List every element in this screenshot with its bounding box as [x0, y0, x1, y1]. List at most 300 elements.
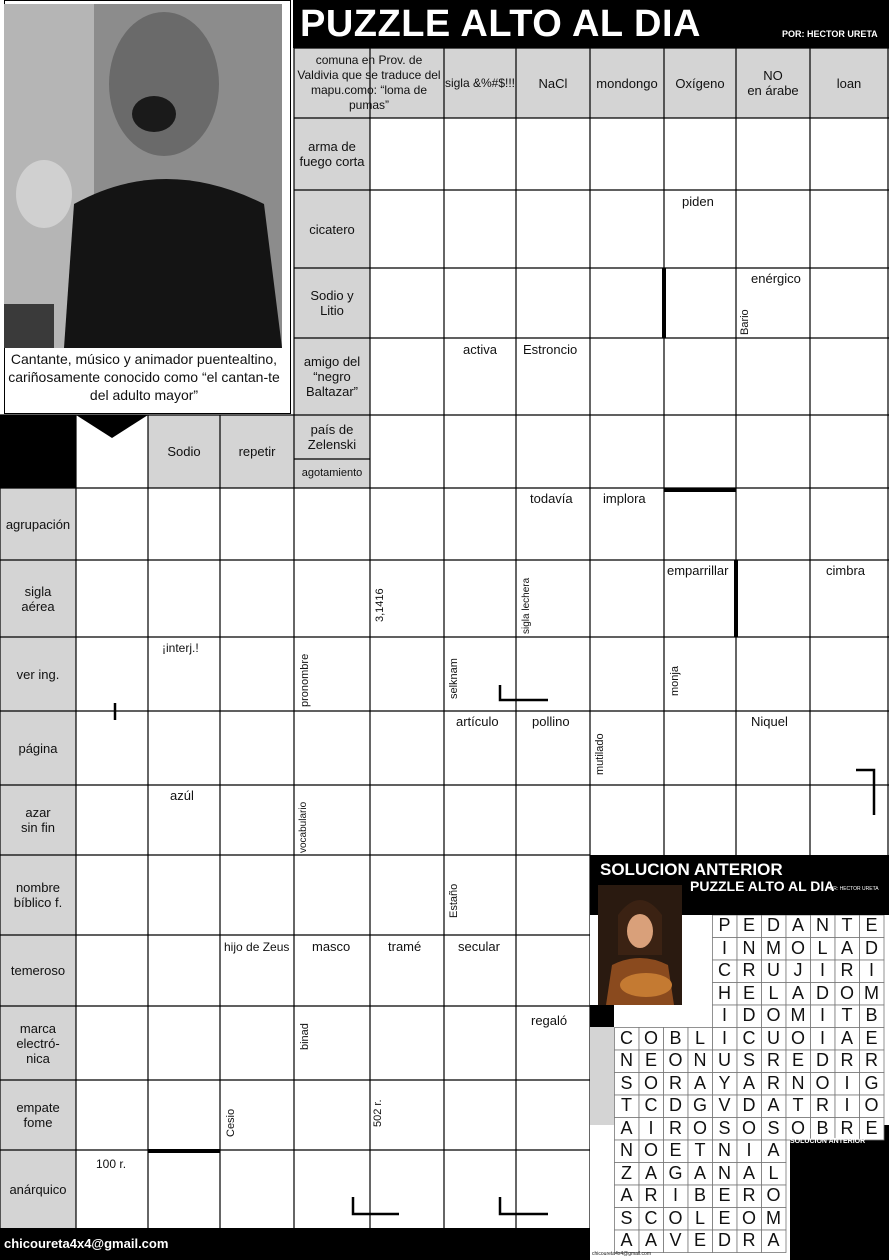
solution-letter: G [668, 1162, 683, 1183]
clue-oxigeno: Oxígeno [675, 75, 725, 91]
solution-letter: A [644, 1230, 657, 1250]
solution-letter: J [793, 960, 803, 980]
solution-cell [639, 1208, 664, 1231]
solution-cell [639, 1140, 664, 1163]
clue-niquel: Niquel [751, 714, 788, 729]
solution-letter: C [644, 1095, 658, 1115]
solution-letter: O [668, 1050, 683, 1070]
solution-cell [811, 938, 836, 961]
solution-letter: L [768, 982, 779, 1003]
solution-cell [811, 1073, 836, 1096]
solution-cell [713, 1118, 738, 1141]
clue-temeroso: temeroso [10, 963, 66, 978]
clue-pagina: página [18, 740, 58, 756]
solution-cell [615, 1050, 640, 1073]
solution-cell [713, 1095, 738, 1118]
solution-letter: L [817, 937, 828, 958]
solution-cell [762, 1005, 787, 1028]
clue-implora: implora [603, 491, 646, 506]
clue-azar: azar sin fin [21, 805, 55, 835]
solution-cell [737, 1050, 762, 1073]
clue-interj: ¡interj.! [162, 641, 199, 655]
solution-cell [762, 1230, 787, 1253]
solution-letter: G [692, 1095, 707, 1115]
solution-cell [811, 1095, 836, 1118]
solution-cell [639, 1050, 664, 1073]
solution-letter: M [766, 937, 781, 958]
solution-cell [737, 938, 762, 961]
solution-letter: N [620, 1140, 633, 1160]
solution-letter: V [718, 1095, 731, 1115]
solution-letter: C [742, 1027, 756, 1048]
clue-mutilado: mutilado [594, 733, 606, 775]
solution-cell [664, 1118, 689, 1141]
solution-letter: A [742, 1162, 755, 1183]
solution-cell [860, 1005, 885, 1028]
clue-empate-fome: empate fome [16, 1100, 60, 1130]
contact-email[interactable]: chicoureta4x4@gmail.com [4, 1236, 169, 1251]
solution-letter: R [669, 1072, 682, 1093]
solution-letter: I [721, 1027, 727, 1048]
previous-solution-grid-lines [590, 915, 889, 1260]
solution-letter: A [620, 1117, 633, 1138]
solution-cell [615, 1140, 640, 1163]
solution-cell [688, 1073, 713, 1096]
clue-anarquico: anárquico [9, 1181, 67, 1197]
solution-cell [688, 1163, 713, 1186]
solution-cell [713, 1140, 738, 1163]
solution-letter: A [767, 1230, 780, 1250]
clue-cicatero: cicatero [309, 221, 355, 237]
solution-cell [713, 1163, 738, 1186]
solution-letter: O [643, 1027, 658, 1048]
solution-letter: B [669, 1027, 682, 1048]
solution-cell [639, 1230, 664, 1253]
solution-letter: M [864, 982, 879, 1003]
solution-cell [860, 1073, 885, 1096]
clue-activa: activa [463, 342, 497, 357]
solution-letter: B [693, 1185, 706, 1205]
clue-monja: monja [669, 666, 681, 696]
solution-cell [737, 960, 762, 983]
solution-letter: A [791, 915, 804, 935]
solution-letter: D [718, 1230, 731, 1250]
solution-letter: D [669, 1095, 682, 1115]
solution-letter: E [742, 915, 755, 935]
solution-cell [688, 1050, 713, 1073]
solution-letter: A [840, 1027, 853, 1048]
solution-cell [762, 983, 787, 1006]
solution-letter: B [816, 1117, 829, 1138]
solution-letter: E [742, 982, 755, 1003]
clue-hijo-zeus: hijo de Zeus [224, 940, 290, 954]
solution-letter: B [865, 1005, 878, 1025]
clue-arma-fuego: arma de fuego corta [299, 139, 365, 169]
solution-cell [811, 1005, 836, 1028]
solution-cell [713, 1208, 738, 1231]
solution-cell [737, 1163, 762, 1186]
solution-letter: N [791, 1072, 805, 1093]
solution-cell [835, 1118, 860, 1141]
solution-letter: G [864, 1072, 879, 1093]
solution-letter: O [815, 1072, 830, 1093]
solution-cell [688, 1140, 713, 1163]
solution-cell [835, 1073, 860, 1096]
solution-cell [664, 1073, 689, 1096]
clue-emparrillar: emparrillar [667, 563, 729, 578]
solution-letter: R [840, 1050, 854, 1070]
clue-binad: binad [299, 1023, 311, 1050]
solution-cell [639, 1185, 664, 1208]
solution-cell [762, 1050, 787, 1073]
previous-solution-inner-label: SOLUCION ANTERIOR [790, 1138, 866, 1145]
solution-cell [811, 1028, 836, 1051]
solution-letter: I [868, 960, 874, 980]
solution-cell [786, 1073, 811, 1096]
solution-letter: O [790, 1117, 805, 1138]
solution-letter: I [844, 1095, 850, 1115]
clue-estano: Estaño [448, 883, 460, 918]
solution-cell [762, 1118, 787, 1141]
solution-cell [737, 1118, 762, 1141]
solution-cell [786, 1005, 811, 1028]
solution-letter: E [865, 1117, 878, 1138]
solution-letter: L [694, 1207, 705, 1228]
solution-cell [860, 1028, 885, 1051]
clue-loan: loan [836, 75, 862, 91]
solution-cell [615, 1095, 640, 1118]
solution-cell [811, 983, 836, 1006]
solution-letter: R [644, 1185, 658, 1205]
solution-cell [835, 960, 860, 983]
solution-cell [688, 1028, 713, 1051]
clue-energico: enérgico [751, 271, 801, 286]
solution-letter: E [693, 1230, 706, 1250]
solution-cell [762, 1028, 787, 1051]
solution-cell [762, 1095, 787, 1118]
solution-cell [786, 983, 811, 1006]
clue-502r: 502 r. [372, 1099, 384, 1127]
solution-cell [860, 1050, 885, 1073]
solution-cell [713, 1005, 738, 1028]
clue-sodio-litio: Sodio y Litio [310, 288, 354, 318]
clue-regalo: regaló [531, 1013, 568, 1028]
solution-cell [737, 1005, 762, 1028]
solution-letter: A [742, 1072, 755, 1093]
solution-letter: D [816, 1050, 829, 1070]
clue-pais-zelenski: país de Zelenski [307, 422, 357, 452]
solution-letter: R [840, 1117, 854, 1138]
clue-marca-electronica: marca electró- nica [16, 1020, 60, 1066]
solution-letter: E [865, 915, 878, 935]
solution-cell [688, 1208, 713, 1231]
puzzle-title: PUZZLE ALTO AL DIA [300, 3, 701, 45]
solution-letter: C [718, 960, 731, 980]
solution-letter: E [644, 1050, 657, 1070]
previous-solution-subtitle: PUZZLE ALTO AL DIA [690, 878, 835, 894]
clue-trame: tramé [388, 939, 422, 954]
solution-cell [786, 960, 811, 983]
solution-cell [786, 1118, 811, 1141]
solution-cell [737, 1140, 762, 1163]
solution-cell [688, 1230, 713, 1253]
solution-cell [713, 1185, 738, 1208]
solution-letter: N [718, 1162, 731, 1183]
solution-cell [713, 915, 738, 938]
solution-letter: I [721, 937, 727, 958]
clue-comuna-valdivia: comuna en Prov. de Valdivia que se traduce del mapu.como: “loma de pumas” [297, 53, 441, 112]
solution-letter: O [839, 982, 854, 1003]
clue-estroncio: Estroncio [523, 342, 578, 357]
solution-letter: R [742, 960, 756, 980]
solution-cell [737, 1028, 762, 1051]
solution-cell [713, 938, 738, 961]
solution-letter: T [694, 1140, 706, 1160]
clue-agrupacion: agrupación [5, 516, 71, 532]
solution-letter: D [865, 937, 878, 958]
author-byline: POR: HECTOR URETA [782, 29, 878, 39]
solution-cell [737, 1095, 762, 1118]
solution-letter: A [620, 1230, 633, 1250]
solution-letter: M [790, 1005, 806, 1025]
solution-letter: A [644, 1162, 657, 1183]
solution-letter: I [746, 1140, 752, 1160]
solution-letter: D [742, 1005, 756, 1025]
solution-cell [860, 1118, 885, 1141]
solution-cell [737, 1185, 762, 1208]
solution-cell [762, 1163, 787, 1186]
clue-bario: Bario [739, 309, 751, 335]
solution-letter: T [841, 915, 853, 935]
solution-letter: U [767, 1027, 780, 1048]
solution-letter: I [819, 960, 825, 980]
solution-cell [786, 1095, 811, 1118]
solution-cell [762, 960, 787, 983]
clue-cesio: Cesio [225, 1108, 237, 1137]
clue-piden: piden [682, 194, 714, 209]
clue-pollino: pollino [532, 714, 570, 729]
clue-nombre-biblico: nombre bíblico f. [13, 880, 63, 910]
solution-cell [762, 938, 787, 961]
solution-cell [737, 1073, 762, 1096]
solution-letter: S [767, 1117, 780, 1138]
photo-caption: Cantante, músico y animador puentealtino, cariñosamente conocido como “el cantan-te del adulto mayor” [8, 351, 280, 403]
solution-letter: D [767, 915, 780, 935]
solution-letter: O [741, 1117, 756, 1138]
solution-letter: I [819, 1027, 825, 1048]
solution-letter: N [742, 937, 756, 958]
solution-cell [615, 1073, 640, 1096]
solution-letter: E [791, 1050, 804, 1070]
clue-nacl: NaCl [538, 75, 568, 91]
solution-cell [737, 915, 762, 938]
solution-letter: R [865, 1050, 878, 1070]
solution-letter: I [819, 1005, 825, 1025]
solution-cell [786, 938, 811, 961]
clue-agotamiento: agotamiento [301, 467, 363, 479]
clue-repetir: repetir [238, 444, 276, 459]
solution-cell [713, 1028, 738, 1051]
solution-letter: R [742, 1230, 756, 1250]
solution-letter: O [790, 937, 805, 958]
solution-letter: L [694, 1027, 705, 1048]
solution-cell [713, 983, 738, 1006]
solution-cell [835, 1028, 860, 1051]
solution-letter: A [791, 982, 804, 1003]
clue-selknam: selknam [448, 658, 460, 699]
solution-letter: R [767, 1050, 780, 1070]
solution-letter: R [767, 1072, 780, 1093]
solution-letter: V [669, 1230, 682, 1250]
solution-letter: Y [718, 1072, 731, 1093]
solution-letter: O [643, 1140, 658, 1160]
solution-cell [835, 938, 860, 961]
solution-letter: H [718, 982, 731, 1003]
solution-letter: O [741, 1207, 756, 1228]
solution-cell [737, 983, 762, 1006]
clue-vocabulario: vocabulario [298, 801, 309, 853]
solution-letter: N [816, 915, 829, 935]
solution-cell [639, 1095, 664, 1118]
previous-solution-byline: POR: HECTOR URETA [826, 886, 879, 892]
solution-cell [664, 1230, 689, 1253]
solution-letter: T [792, 1095, 804, 1115]
solution-cell [639, 1163, 664, 1186]
solution-cell [786, 1050, 811, 1073]
solution-cell [615, 1163, 640, 1186]
clue-azul: azúl [170, 788, 194, 803]
solution-cell [713, 1230, 738, 1253]
solution-cell [639, 1118, 664, 1141]
solution-letter: O [790, 1027, 805, 1048]
solution-letter: S [742, 1050, 755, 1070]
solution-letter: O [864, 1095, 879, 1115]
solution-letter: O [766, 1005, 781, 1025]
solution-letter: E [718, 1185, 731, 1205]
solution-cell [713, 1050, 738, 1073]
solution-cell [811, 1050, 836, 1073]
solution-letter: D [816, 982, 829, 1003]
solution-letter: L [768, 1162, 779, 1183]
solution-letter: R [742, 1185, 756, 1205]
solution-cell [835, 1050, 860, 1073]
solution-cell [835, 983, 860, 1006]
solution-letter: U [767, 960, 780, 980]
solution-letter: I [648, 1117, 654, 1138]
clue-sigla-lechera: sigla lechera [521, 577, 532, 634]
solution-letter: A [620, 1185, 633, 1205]
clue-cimbra: cimbra [826, 563, 866, 578]
solution-cell [860, 983, 885, 1006]
solution-letter: A [767, 1140, 780, 1160]
solution-cell [860, 915, 885, 938]
clue-mondongo: mondongo [596, 75, 658, 91]
solution-cell [664, 1095, 689, 1118]
solution-cell [664, 1028, 689, 1051]
clue-masco: masco [312, 939, 351, 954]
solution-cell [762, 1140, 787, 1163]
solution-cell [639, 1073, 664, 1096]
solution-cell [664, 1050, 689, 1073]
solution-cell [860, 1095, 885, 1118]
solution-letter: A [693, 1072, 706, 1093]
solution-cell [664, 1163, 689, 1186]
clue-amigo-negro: amigo del “negro Baltazar” [303, 354, 361, 399]
solution-letter: M [766, 1207, 781, 1228]
solution-letter: A [840, 937, 853, 958]
previous-solution-title: SOLUCION ANTERIOR [600, 860, 783, 879]
solution-letter: R [669, 1117, 682, 1138]
solution-letter: C [644, 1207, 658, 1228]
solution-cell [860, 960, 885, 983]
solution-cell [688, 1118, 713, 1141]
solution-letter: U [718, 1050, 731, 1070]
solution-cell [713, 960, 738, 983]
clue-pronombre: pronombre [299, 653, 311, 707]
solution-letter: O [668, 1207, 683, 1228]
solution-letter: C [620, 1027, 633, 1048]
solution-cell [713, 1073, 738, 1096]
clue-secular: secular [458, 939, 500, 954]
solution-cell [811, 915, 836, 938]
solution-cell [762, 1073, 787, 1096]
solution-cell [615, 1028, 640, 1051]
solution-cell [688, 1095, 713, 1118]
solution-letter: S [620, 1072, 633, 1093]
solution-letter: N [693, 1050, 707, 1070]
solution-letter: E [669, 1140, 682, 1160]
solution-cell [615, 1230, 640, 1253]
clue-ver-ing: ver ing. [16, 666, 60, 682]
solution-cell [664, 1208, 689, 1231]
solution-letter: O [766, 1185, 781, 1205]
solution-cell [811, 960, 836, 983]
solution-letter: O [692, 1117, 707, 1138]
solution-letter: A [767, 1095, 780, 1115]
solution-cell [860, 938, 885, 961]
solution-cell [811, 1118, 836, 1141]
solution-cell [762, 1208, 787, 1231]
solution-letter: T [841, 1005, 853, 1025]
solution-cell [664, 1185, 689, 1208]
solution-cell [835, 1005, 860, 1028]
solution-letter: Z [621, 1162, 632, 1183]
solution-cell [737, 1230, 762, 1253]
solution-letter: S [718, 1117, 731, 1138]
solution-cell [639, 1028, 664, 1051]
solution-cell [762, 915, 787, 938]
solution-letter: I [672, 1185, 678, 1205]
solution-letter: S [620, 1207, 633, 1228]
clue-todavia: todavía [530, 491, 573, 506]
clue-sodio: Sodio [167, 444, 201, 459]
solution-letter: N [620, 1050, 633, 1070]
clue-no-arabe: NO en árabe [747, 68, 799, 98]
solution-cell [664, 1140, 689, 1163]
solution-letter: I [721, 1005, 727, 1025]
solution-cell [762, 1185, 787, 1208]
clue-sigla: sigla &%#$!!! [444, 75, 516, 90]
solution-cell [835, 1095, 860, 1118]
solution-letter: E [718, 1207, 731, 1228]
solution-letter: P [718, 915, 731, 935]
clue-sigla-aerea: sigla aérea [21, 583, 55, 614]
solution-cell [786, 1028, 811, 1051]
solution-letter: D [742, 1095, 756, 1115]
solution-cell [615, 1118, 640, 1141]
solution-letter: E [865, 1027, 878, 1048]
clue-100r: 100 r. [96, 1157, 127, 1171]
